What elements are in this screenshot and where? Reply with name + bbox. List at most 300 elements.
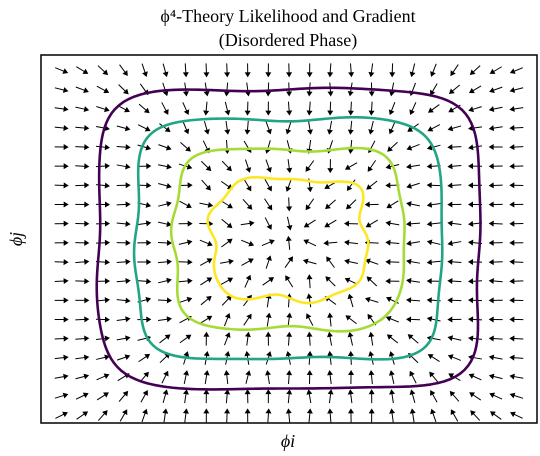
quiver-arrow-shaft [179,299,188,302]
quiver-arrow [406,183,419,189]
quiver-arrow-head [166,278,172,284]
quiver-arrow-head [286,206,292,211]
quiver-arrow [55,355,69,361]
quiver-arrow [447,259,461,265]
quiver-arrow-shaft [493,395,502,399]
quiver-arrow-shaft [289,374,290,384]
quiver-arrow [468,106,481,112]
quiver-arrow [203,408,209,422]
quiver-arrow [410,64,416,78]
quiver-arrow-shaft [264,199,270,207]
quiver-arrow-shaft [330,336,332,346]
quiver-arrow [509,240,523,246]
quiver-arrow-head [368,314,373,320]
quiver-arrow-head [447,297,452,303]
quiver-arrow [348,102,354,116]
quiver-arrow-head [84,182,89,188]
quiver-arrow-head [125,259,130,265]
quiver-arrow-head [224,370,230,375]
quiver-arrow [142,409,148,422]
quiver-arrow-head [327,370,333,375]
quiver-arrow [265,408,271,422]
quiver-arrow-shaft [390,201,399,206]
quiver-arrow [468,259,482,265]
quiver-arrow [406,259,420,265]
quiver-arrow [137,259,151,265]
quiver-arrow [264,199,272,211]
quiver-arrow-head [348,370,354,375]
quiver-arrow [183,389,189,403]
quiver-arrow [179,221,193,227]
quiver-arrow [285,256,293,267]
quiver-arrow [117,354,130,360]
quiver-arrow-head [489,182,494,188]
quiver-arrow-shaft [225,336,229,345]
quiver-arrow-head [105,144,110,150]
quiver-arrow [141,390,148,402]
quiver-arrow-head [268,277,274,282]
quiver-arrow [447,317,461,323]
quiver-arrow [224,408,230,422]
quiver-arrow-shaft [307,261,317,264]
quiver-arrow [200,277,212,284]
quiver-arrow [224,140,230,154]
quiver-arrow-head [447,220,452,226]
quiver-arrow-head [265,408,271,413]
quiver-arrow-head [447,182,452,188]
quiver-arrow [245,332,251,346]
quiver-arrow-head [348,91,354,96]
quiver-arrow [406,278,420,284]
quiver-arrow [265,140,271,153]
quiver-arrow-shaft [55,108,65,109]
quiver-arrow-shaft [245,278,249,287]
quiver-arrow-head [167,316,172,322]
quiver-arrow-shaft [138,338,148,340]
quiver-arrow-head [63,87,69,93]
quiver-arrow [306,313,313,325]
quiver-arrow-head [249,220,254,226]
quiver-arrow [345,278,358,285]
quiver-arrow-shaft [265,217,270,226]
quiver-arrow [203,332,209,346]
quiver-arrow-head [427,182,432,188]
quiver-arrow [369,408,375,422]
quiver-arrow-head [389,389,395,394]
quiver-arrow [245,275,251,288]
quiver-arrow-head [410,408,416,413]
quiver-arrow [368,370,374,384]
quiver-arrow [307,102,313,116]
quiver-arrow-head [288,256,293,262]
quiver-arrow [55,297,69,303]
quiver-arrow-head [125,278,130,284]
quiver-arrow [307,63,313,77]
quiver-arrow-head [63,355,68,361]
quiver-arrow-shaft [246,374,248,384]
quiver-arrow-shaft [222,219,230,225]
quiver-arrow-head [84,278,89,284]
quiver-arrow [76,67,88,74]
quiver-arrow-shaft [451,166,461,167]
quiver-arrow-head [307,351,313,356]
quiver-arrow [199,202,213,208]
quiver-arrow-head [187,239,193,245]
quiver-arrow-head [204,351,210,356]
quiver-arrow [203,102,209,116]
quiver-arrow-shaft [266,121,269,130]
quiver-arrow [117,221,131,227]
quiver-arrow [427,182,441,188]
quiver-arrow-head [366,184,372,189]
quiver-arrow-head [105,202,110,208]
quiver-arrow-head [348,110,354,115]
quiver-arrow-head [286,370,292,375]
quiver-arrow-head [348,332,354,338]
quiver-arrow-shaft [96,166,106,167]
quiver-arrow-shaft [370,160,376,168]
quiver-arrow-head [287,225,293,231]
quiver-arrow [509,259,523,265]
quiver-arrow-head [327,72,333,77]
quiver-arrow [266,255,272,268]
quiver-arrow-shaft [327,242,337,243]
quiver-arrow [202,180,211,191]
quiver-arrow-head [369,408,375,413]
quiver-arrow-head [389,351,395,357]
quiver-arrow-shaft [453,65,459,73]
quiver-arrow [204,121,210,134]
quiver-arrow [75,259,89,265]
quiver-arrow-shaft [451,185,461,186]
quiver-arrow [430,83,437,95]
quiver-arrow [200,316,212,323]
quiver-arrow-shaft [200,261,209,266]
quiver-arrow [266,313,272,327]
quiver-arrow-head [183,91,189,96]
quiver-arrow-shaft [309,336,310,346]
quiver-arrow-shaft [349,200,356,207]
quiver-arrow [469,86,481,93]
quiver-arrow-head [365,202,370,208]
quiver-arrow [489,316,503,322]
quiver-arrow [369,389,375,403]
quiver-arrow-head [265,370,271,375]
quiver-arrow-shaft [241,223,251,225]
quiver-arrow-shaft [410,261,420,263]
quiver-arrow-head [166,183,172,189]
quiver-arrow-shaft [410,281,420,283]
quiver-arrow-head [188,221,193,227]
quiver-arrow [509,221,523,227]
quiver-arrow [55,87,69,93]
quiver-arrow-shaft [288,393,289,403]
quiver-arrow [286,236,292,250]
quiver-arrow-shaft [431,242,441,244]
quiver-arrow-shaft [76,87,85,91]
quiver-arrow-head [84,374,90,380]
quiver-arrow [55,278,69,284]
quiver-arrow [328,389,334,403]
quiver-arrow-shaft [350,297,353,307]
quiver-arrow-shaft [513,127,523,128]
quiver-arrow-shaft [55,395,65,398]
quiver-arrow [224,63,230,77]
quiver-arrow-shaft [309,121,311,131]
quiver-arrow-head [509,240,514,246]
quiver-arrow [307,370,313,384]
quiver-arrow-shaft [289,240,290,250]
quiver-arrow-head [385,182,390,188]
quiver-arrow [307,121,313,135]
quiver-arrow-shaft [452,357,461,361]
quiver-arrow-shaft [451,338,461,340]
quiver-arrow-head [224,129,230,134]
quiver-arrow-shaft [371,102,372,112]
quiver-arrow [489,240,503,246]
quiver-arrow-head [344,240,349,246]
quiver-arrow [387,142,397,152]
quiver-arrow [306,160,314,171]
quiver-arrow-head [509,297,514,303]
quiver-arrow-shaft [162,102,167,111]
quiver-arrow-shaft [265,179,270,188]
quiver-arrow-shaft [371,374,372,384]
quiver-arrow-head [163,389,169,395]
quiver-arrow-head [489,221,494,227]
quiver-arrow-head [410,389,416,395]
quiver-arrow-shaft [117,126,127,129]
quiver-arrow-shaft [493,67,502,72]
quiver-arrow [468,297,482,303]
quiver-arrow [96,221,110,227]
quiver-arrow [96,144,110,150]
quiver-arrow [220,259,234,265]
quiver-arrow [204,370,210,384]
quiver-arrow-head [64,221,69,227]
quiver-arrow-shaft [55,68,64,72]
quiver-arrow [410,408,416,422]
quiver-arrow-shaft [413,412,415,422]
quiver-arrow-head [509,144,514,150]
quiver-arrow-shaft [55,281,65,282]
quiver-arrow-shaft [137,223,147,224]
quiver-arrow-head [204,91,210,96]
quiver-arrow [428,105,439,113]
quiver-arrow-head [468,297,473,303]
quiver-arrow-head [84,125,89,131]
quiver-arrow [447,144,461,150]
quiver-arrow-shaft [287,279,292,287]
quiver-arrow-head [389,408,395,413]
quiver-arrow-shaft [391,102,395,111]
quiver-arrow [469,392,481,400]
quiver-arrow [389,408,395,422]
quiver-arrow [244,314,252,326]
quiver-arrow [180,335,191,343]
quiver-arrow-head [144,354,150,359]
quiver-arrow-head [166,164,171,170]
quiver-arrow-head [84,163,89,169]
quiver-arrow-shaft [206,102,207,112]
quiver-arrow-head [468,316,473,322]
quiver-arrow [76,374,90,380]
quiver-arrow-shaft [226,393,227,403]
quiver-arrow-head [84,240,89,246]
quiver-arrow-shaft [221,181,229,187]
quiver-arrow [510,87,524,93]
quiver-arrow-shaft [433,413,436,422]
quiver-arrow-shaft [158,204,168,206]
quiver-arrow-head [63,374,68,380]
quiver-arrow-shaft [349,318,357,324]
quiver-arrow [489,125,503,131]
quiver-arrow [344,240,358,246]
quiver-arrow [158,278,172,284]
quiver-arrow [263,277,274,285]
quiver-arrow [409,83,415,96]
quiver-arrow-head [327,111,333,116]
quiver-arrow [468,335,482,341]
quiver-arrow [509,144,523,150]
quiver-arrow-shaft [328,279,335,286]
quiver-arrow-head [84,106,90,112]
quiver-arrow [199,221,213,227]
quiver-arrow-head [385,220,390,226]
quiver-arrow-shaft [350,63,351,73]
quiver-arrow-shaft [247,336,248,346]
quiver-arrow [430,390,437,402]
quiver-arrow-head [369,91,375,96]
quiver-arrow-shaft [267,297,268,307]
quiver-arrow-shaft [452,85,460,91]
quiver-arrow [489,297,503,303]
quiver-arrow-head [306,293,312,298]
quiver-arrow-head [327,408,333,413]
quiver-arrow-head [64,259,69,265]
quiver-arrow-shaft [180,337,188,343]
quiver-arrow [158,259,172,265]
quiver-arrow-shaft [120,65,126,73]
quiver-arrow-shaft [183,102,187,111]
quiver-arrow-shaft [392,393,393,403]
quiver-arrow-shaft [351,121,352,131]
quiver-arrow [325,276,335,286]
quiver-arrow-head [389,370,395,376]
quiver-field [55,63,524,422]
quiver-arrow-shaft [451,281,461,282]
quiver-arrow [142,64,148,77]
quiver-arrow [489,163,503,169]
quiver-arrow-head [490,411,496,416]
quiver-arrow [389,389,395,403]
quiver-arrow-head [146,163,151,169]
quiver-arrow-head [307,408,313,413]
quiver-arrow-shaft [117,147,127,148]
quiver-arrow-head [328,389,334,394]
quiver-arrow-shaft [75,357,85,358]
quiver-arrow-shaft [493,107,503,109]
quiver-arrow [265,217,272,229]
quiver-arrow [162,102,169,114]
quiver-arrow-head [385,278,390,284]
quiver-arrow-shaft [224,317,228,326]
quiver-arrow-shaft [351,393,352,403]
quiver-arrow-head [368,332,374,337]
quiver-arrow-shaft [431,223,441,224]
quiver-arrow-shaft [431,356,439,361]
quiver-arrow-shaft [285,260,291,268]
quiver-arrow-head [265,111,271,116]
quiver-arrow-shaft [158,222,168,224]
quiver-arrow-shaft [513,339,523,340]
quiver-arrow [55,125,69,131]
quiver-arrow-head [163,71,169,77]
quiver-arrow-head [125,316,130,322]
quiver-arrow-shaft [288,159,289,169]
quiver-arrow-shaft [412,64,414,74]
quiver-arrow-shaft [201,161,208,168]
quiver-arrow-head [126,240,131,246]
quiver-arrow [75,316,89,322]
quiver-arrow [55,240,69,246]
quiver-arrow-shaft [185,83,186,93]
quiver-arrow-head [84,221,89,227]
quiver-arrow-head [406,201,411,207]
quiver-arrow [344,259,358,265]
x-axis-label: ϕi [280,431,296,451]
quiver-arrow-shaft [493,376,503,378]
quiver-arrow-head [105,240,110,246]
quiver-arrow-shaft [185,412,186,422]
quiver-arrow-shaft [410,204,420,206]
quiver-arrow [367,276,377,286]
quiver-arrow-head [509,278,514,284]
quiver-arrow [266,160,272,173]
quiver-arrow-shaft [392,374,394,384]
quiver-arrow-shaft [200,318,209,323]
quiver-arrow-head [406,259,411,265]
quiver-arrow-head [122,70,127,76]
quiver-arrow-head [265,332,271,337]
quiver-arrow-head [208,202,213,208]
quiver-arrow-shaft [241,240,250,244]
quiver-arrow [509,163,523,169]
quiver-arrow [509,202,523,208]
quiver-arrow-shaft [202,180,209,188]
quiver-arrow [137,240,151,246]
quiver-arrow-shaft [164,412,165,422]
quiver-arrow-shaft [180,318,189,323]
quiver-arrow [158,297,172,303]
quiver-arrow [203,389,209,403]
quiver-arrow-shaft [179,281,189,282]
quiver-arrow-shaft [119,394,125,402]
quiver-arrow [200,258,212,265]
quiver-arrow-shaft [266,160,269,169]
quiver-arrow [468,278,482,284]
quiver-arrow [245,102,251,116]
quiver-arrow-shaft [139,356,147,362]
quiver-arrow [224,313,230,326]
quiver-arrow [348,294,354,307]
quiver-arrow [386,201,398,208]
quiver-arrow [158,201,172,207]
quiver-arrow-shaft [410,183,420,186]
quiver-arrow-shaft [75,338,85,339]
quiver-arrow [245,83,251,97]
quiver-arrow-shaft [142,413,145,422]
